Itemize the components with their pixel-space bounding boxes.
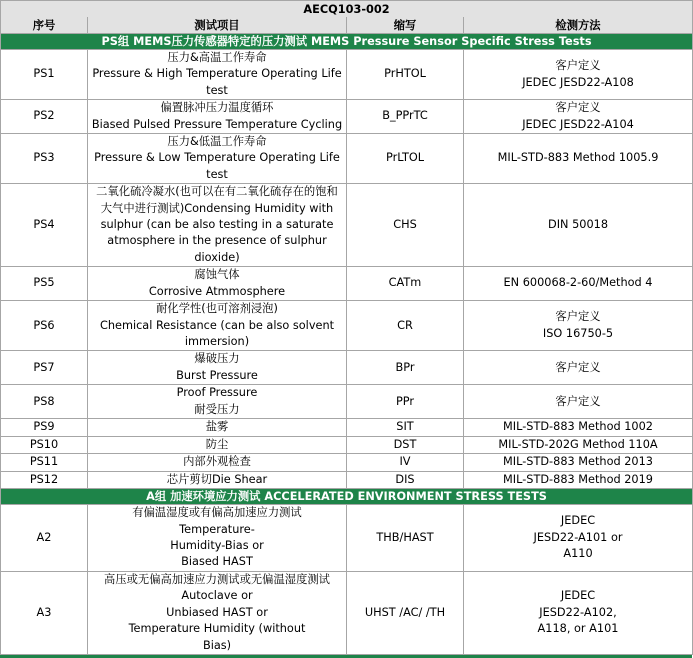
- row-id: [1, 351, 88, 385]
- row-test-item-text: 高压或无偏高加速应力测试或无偏温湿度测试 Autoclave or Unbiased HAST or Temperature Humidity (without Bias): [104, 572, 330, 652]
- row-id-text: PS6: [33, 318, 55, 332]
- row-id-text: PS3: [33, 151, 55, 165]
- row-abbr: [347, 100, 464, 134]
- row-abbr: [347, 504, 464, 571]
- row-test-item: [88, 301, 347, 351]
- row-test-item-text: 二氧化硫冷凝水(也可以在有二氧化硫存在的饱和 大气中进行测试)Condensing Humidity with sulphur (can be also testing in a saturate atmosphere in the presence of sulphur dioxide): [96, 185, 338, 264]
- row-id-text: PS11: [29, 455, 59, 469]
- row-test-item-text: 压力&低温工作寿命 Pressure & Low Temperature Operating Life test: [94, 135, 340, 181]
- table-row: [1, 351, 693, 385]
- header-id: 序号: [1, 17, 88, 34]
- row-id-text: A2: [36, 530, 52, 544]
- table-row: [1, 454, 693, 471]
- row-abbr-text: PrLTOL: [385, 151, 425, 165]
- row-abbr-text: THB/HAST: [376, 530, 434, 544]
- row-test-item: [88, 471, 347, 488]
- row-abbr-text: CATm: [388, 276, 422, 290]
- row-method-text: MIL-STD-883 Method 2019: [503, 472, 653, 486]
- row-test-item-text: 盐雾: [205, 420, 229, 434]
- row-method: [464, 134, 693, 184]
- row-abbr: [347, 571, 464, 654]
- row-abbr: [347, 351, 464, 385]
- row-test-item: [88, 436, 347, 453]
- row-test-item: [88, 184, 347, 267]
- table-row: [1, 471, 693, 488]
- row-abbr-text: DST: [393, 437, 417, 451]
- row-test-item: [88, 504, 347, 571]
- row-abbr: [347, 419, 464, 436]
- row-id: [1, 419, 88, 436]
- row-test-item-text: 腐蚀气体 Corrosive Atmmosphere: [148, 268, 286, 298]
- table-row: [1, 504, 693, 571]
- row-method-text: 客户定义: [555, 394, 601, 408]
- row-method: [464, 571, 693, 654]
- row-test-item: [88, 419, 347, 436]
- row-id: [1, 301, 88, 351]
- row-id-text: PS8: [33, 394, 55, 408]
- row-test-item-text: 爆破压力 Burst Pressure: [176, 352, 258, 382]
- row-method-text: JEDEC JESD22-A102, A118, or A101: [537, 589, 619, 636]
- row-id: [1, 184, 88, 267]
- row-test-item-text: 芯片剪切Die Shear: [166, 472, 268, 486]
- table-title-row: [1, 1, 693, 18]
- table-row: [1, 301, 693, 351]
- row-abbr: [347, 267, 464, 301]
- row-id-text: PS7: [33, 360, 55, 374]
- table-row: [1, 385, 693, 419]
- row-test-item-text: 耐化学性(也可溶剂浸泡) Chemical Resistance (can be also solvent immersion): [99, 302, 335, 348]
- row-abbr: [347, 301, 464, 351]
- row-method: [464, 504, 693, 571]
- row-id: [1, 134, 88, 184]
- row-id-text: PS1: [33, 67, 55, 81]
- row-method: [464, 50, 693, 100]
- row-test-item-text: 偏置脉冲压力温度循环 Biased Pulsed Pressure Temperature Cycling: [91, 101, 343, 131]
- row-abbr: [347, 184, 464, 267]
- row-id: [1, 267, 88, 301]
- row-test-item: [88, 571, 347, 654]
- section-ps-row: [1, 34, 693, 50]
- row-test-item: [88, 50, 347, 100]
- row-id: [1, 100, 88, 134]
- row-abbr-text: UHST /AC/ /TH: [364, 605, 446, 619]
- header-item: 测试项目: [88, 17, 347, 34]
- row-test-item: [88, 134, 347, 184]
- table-row: [1, 436, 693, 453]
- row-abbr: [347, 436, 464, 453]
- table-row: [1, 100, 693, 134]
- row-abbr: [347, 454, 464, 471]
- row-method: [464, 385, 693, 419]
- row-method: [464, 100, 693, 134]
- row-method-text: MIL-STD-202G Method 110A: [498, 437, 658, 451]
- row-id-text: PS5: [33, 276, 55, 290]
- header-abbr: 缩写: [347, 17, 464, 34]
- row-method: [464, 184, 693, 267]
- row-id: [1, 50, 88, 100]
- row-method: [464, 436, 693, 453]
- row-abbr-text: CR: [397, 318, 413, 332]
- row-abbr: [347, 385, 464, 419]
- row-method-text: EN 600068-2-60/Method 4: [503, 276, 653, 290]
- table-row: [1, 571, 693, 654]
- row-test-item-text: 有偏温湿度或有偏高加速应力测试 Temperature- Humidity-Bias or Biased HAST: [132, 506, 302, 569]
- row-id: [1, 385, 88, 419]
- row-abbr-text: IV: [399, 455, 411, 469]
- row-test-item: [88, 351, 347, 385]
- section-ps-title: PS组 MEMS压力传感器特定的压力测试 MEMS Pressure Sensor Specific Stress Tests: [1, 34, 693, 50]
- row-id: [1, 436, 88, 453]
- row-method-text: 客户定义 JEDEC JESD22-A104: [522, 101, 634, 131]
- row-method-text: JEDEC JESD22-A101 or A110: [533, 514, 623, 561]
- row-method: [464, 454, 693, 471]
- row-method-text: MIL-STD-883 Method 1002: [503, 420, 653, 434]
- header-method: 检测方法: [464, 17, 693, 34]
- row-method-text: 客户定义: [555, 360, 601, 374]
- row-method: [464, 267, 693, 301]
- row-abbr-text: DIS: [395, 472, 415, 486]
- row-id-text: PS4: [33, 218, 55, 232]
- table-title: AECQ103-002: [1, 1, 693, 18]
- row-method-text: MIL-STD-883 Method 1005.9: [497, 151, 659, 165]
- row-test-item: [88, 100, 347, 134]
- row-abbr: [347, 50, 464, 100]
- row-id-text: PS10: [29, 437, 59, 451]
- row-test-item-text: Proof Pressure 耐受压力: [176, 386, 258, 416]
- row-abbr-text: CHS: [393, 218, 417, 232]
- row-test-item: [88, 385, 347, 419]
- row-abbr: [347, 134, 464, 184]
- row-abbr-text: B_PPrTC: [382, 109, 428, 123]
- row-test-item-text: 压力&高温工作寿命 Pressure & High Temperature Operating Life test: [92, 51, 342, 97]
- row-id-text: PS2: [33, 109, 55, 123]
- row-abbr-text: BPr: [395, 360, 415, 374]
- row-method: [464, 301, 693, 351]
- row-test-item-text: 内部外观检查: [183, 455, 251, 469]
- table-row: [1, 184, 693, 267]
- header-row: [1, 17, 693, 34]
- table-row: [1, 419, 693, 436]
- section-a-title: A组 加速环境应力测试 ACCELERATED ENVIRONMENT STRESS TESTS: [1, 488, 693, 504]
- row-id-text: A3: [36, 605, 52, 619]
- row-method: [464, 419, 693, 436]
- row-id-text: PS12: [29, 472, 59, 486]
- row-method-text: 客户定义 ISO 16750-5: [542, 310, 614, 340]
- row-method: [464, 351, 693, 385]
- row-test-item: [88, 454, 347, 471]
- row-method-text: 客户定义 JEDEC JESD22-A108: [522, 59, 634, 89]
- row-method: [464, 471, 693, 488]
- row-id: [1, 454, 88, 471]
- row-abbr-text: PrHTOL: [384, 67, 426, 81]
- row-id: [1, 471, 88, 488]
- row-abbr-text: SIT: [396, 420, 414, 434]
- table-row: [1, 134, 693, 184]
- row-method-text: DIN 50018: [548, 218, 609, 232]
- row-test-item: [88, 267, 347, 301]
- table-row: [1, 50, 693, 100]
- row-test-item-text: 防尘: [205, 437, 229, 451]
- row-method-text: MIL-STD-883 Method 2013: [503, 455, 653, 469]
- row-id-text: PS9: [33, 420, 55, 434]
- row-abbr: [347, 471, 464, 488]
- row-id: [1, 571, 88, 654]
- section-a-row: [1, 488, 693, 504]
- row-id: [1, 504, 88, 571]
- row-abbr-text: PPr: [395, 394, 415, 408]
- table-row: [1, 267, 693, 301]
